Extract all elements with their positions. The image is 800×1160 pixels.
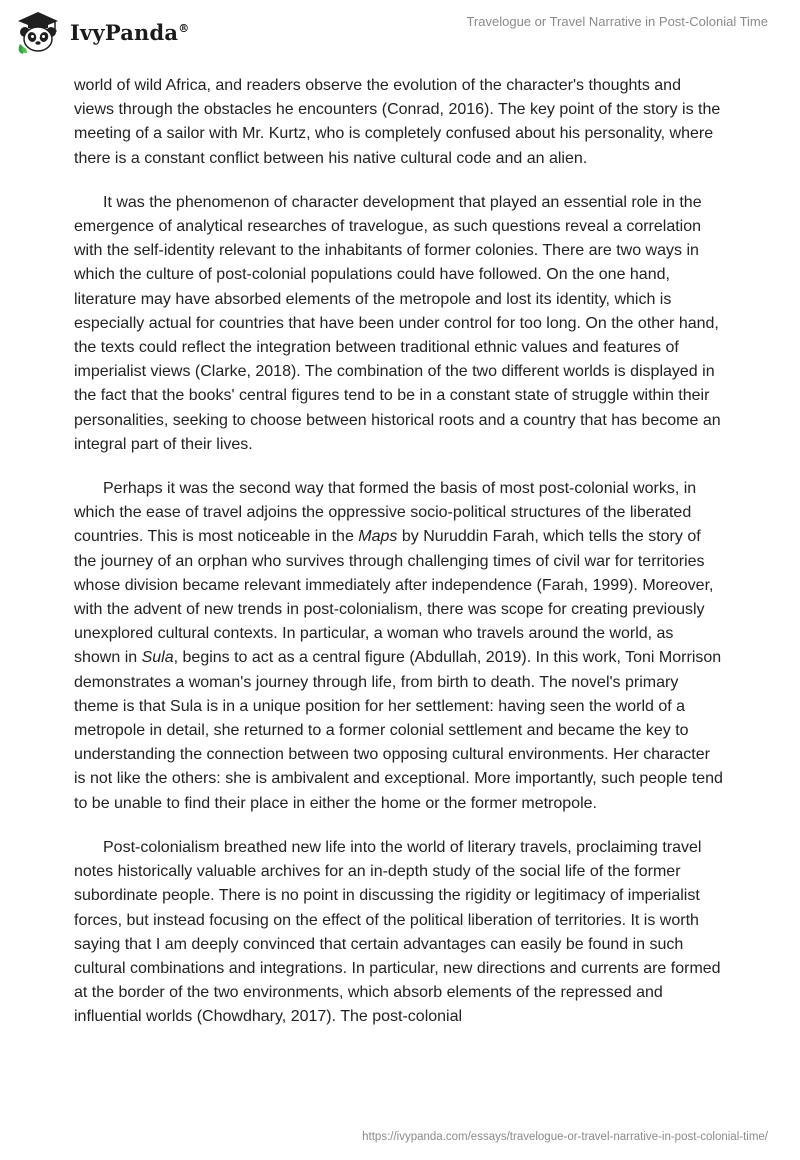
book-title: Sula xyxy=(141,649,174,667)
page-header xyxy=(0,0,800,64)
panda-logo-icon xyxy=(14,8,62,56)
paragraph-text: Post-colonialism breathed new life into the world of literary travels, proclaiming travel notes historically valuable archives for an in-depth study of the social life of the former subordinate people. There is no point in discussing the rigidity or legitimacy of imperialist forces, but instead focusing on the effect of the political liberation of territories. It is worth saying that I am deeply convinced that certain advantages can easily be found in such cultural combinations and integrations. In particular, new directions and currents are formed at the border of the two environments, which absorb elements of the repressed and influential worlds (Chowdhary, 2017). The post-colonial xyxy=(74,838,721,1026)
paragraph-text: It was the phenomenon of character development that played an essential role in the emergence of analytical researches of travelogue, as such questions reveal a correlation with the self-identity relevant to the inhabitants of former colonies. There are two ways in which the culture of post-colonial populations could have followed. On the one hand, literature may have absorbed elements of the metropole and lost its identity, which is especially actual for countries that have been under control for too long. On the other hand, the texts could reflect the integration between traditional ethnic values and features of imperialist views (Clarke, 2018). The combination of the two different worlds is displayed in the fact that the books' central figures tend to be in a constant state of struggle within their personalities, seeking to choose between historical roots and a country that has become an integral part of their lives. xyxy=(74,193,721,453)
ivypanda-logo[interactable] xyxy=(14,8,189,56)
book-title: Maps xyxy=(358,528,398,546)
paragraph-text: Perhaps it was the second way that formed the basis of most post-colonial works, in which the ease of travel adjoins the oppressive socio-political structures of the liberated countries. This is most noticeable in the xyxy=(74,480,697,546)
paragraph xyxy=(74,836,724,1030)
paragraph-text: by Nuruddin Farah, which tells the story of the journey of an orphan who survives through challenging times of civil war for territories whose division became relevant immediately after independence (Farah, 1999). Moreover, with the advent of new trends in post-colonialism, there was scope for creating previously unexplored cultural contexts. In particular, a woman who travels around the world, as shown in xyxy=(74,528,714,667)
document-title: Travelogue or Travel Narrative in Post-Colonial Time xyxy=(466,14,768,29)
logo-text: IvyPanda® xyxy=(70,19,190,45)
paragraph-text: world of wild Africa, and readers observe the evolution of the character's thoughts and views through the obstacles he encounters (Conrad, 2016). The key point of the story is the meeting of a sailor with Mr. Kurtz, who is completely confused about his personality, where there is a constant conflict between his native cultural code and an alien. xyxy=(74,77,721,167)
paragraph xyxy=(74,74,724,171)
paragraph xyxy=(74,477,724,816)
essay-body xyxy=(74,74,724,1050)
source-url[interactable]: https://ivypanda.com/essays/travelogue-or-travel-narrative-in-post-colonial-time/ xyxy=(362,1131,768,1143)
paragraph xyxy=(74,191,724,457)
paragraph-text: , begins to act as a central figure (Abdullah, 2019). In this work, Toni Morrison demonstrates a woman's journey through life, from birth to death. The novel's primary theme is that Sula is in a unique position for her settlement: having seen the world of a metropole in detail, she returned to a former colonial settlement and became the key to understanding the connection between two opposing cultural environments. Her character is not like the others: she is ambivalent and exceptional. More importantly, such people tend to be unable to find their place in either the home or the former metropole. xyxy=(74,649,723,812)
